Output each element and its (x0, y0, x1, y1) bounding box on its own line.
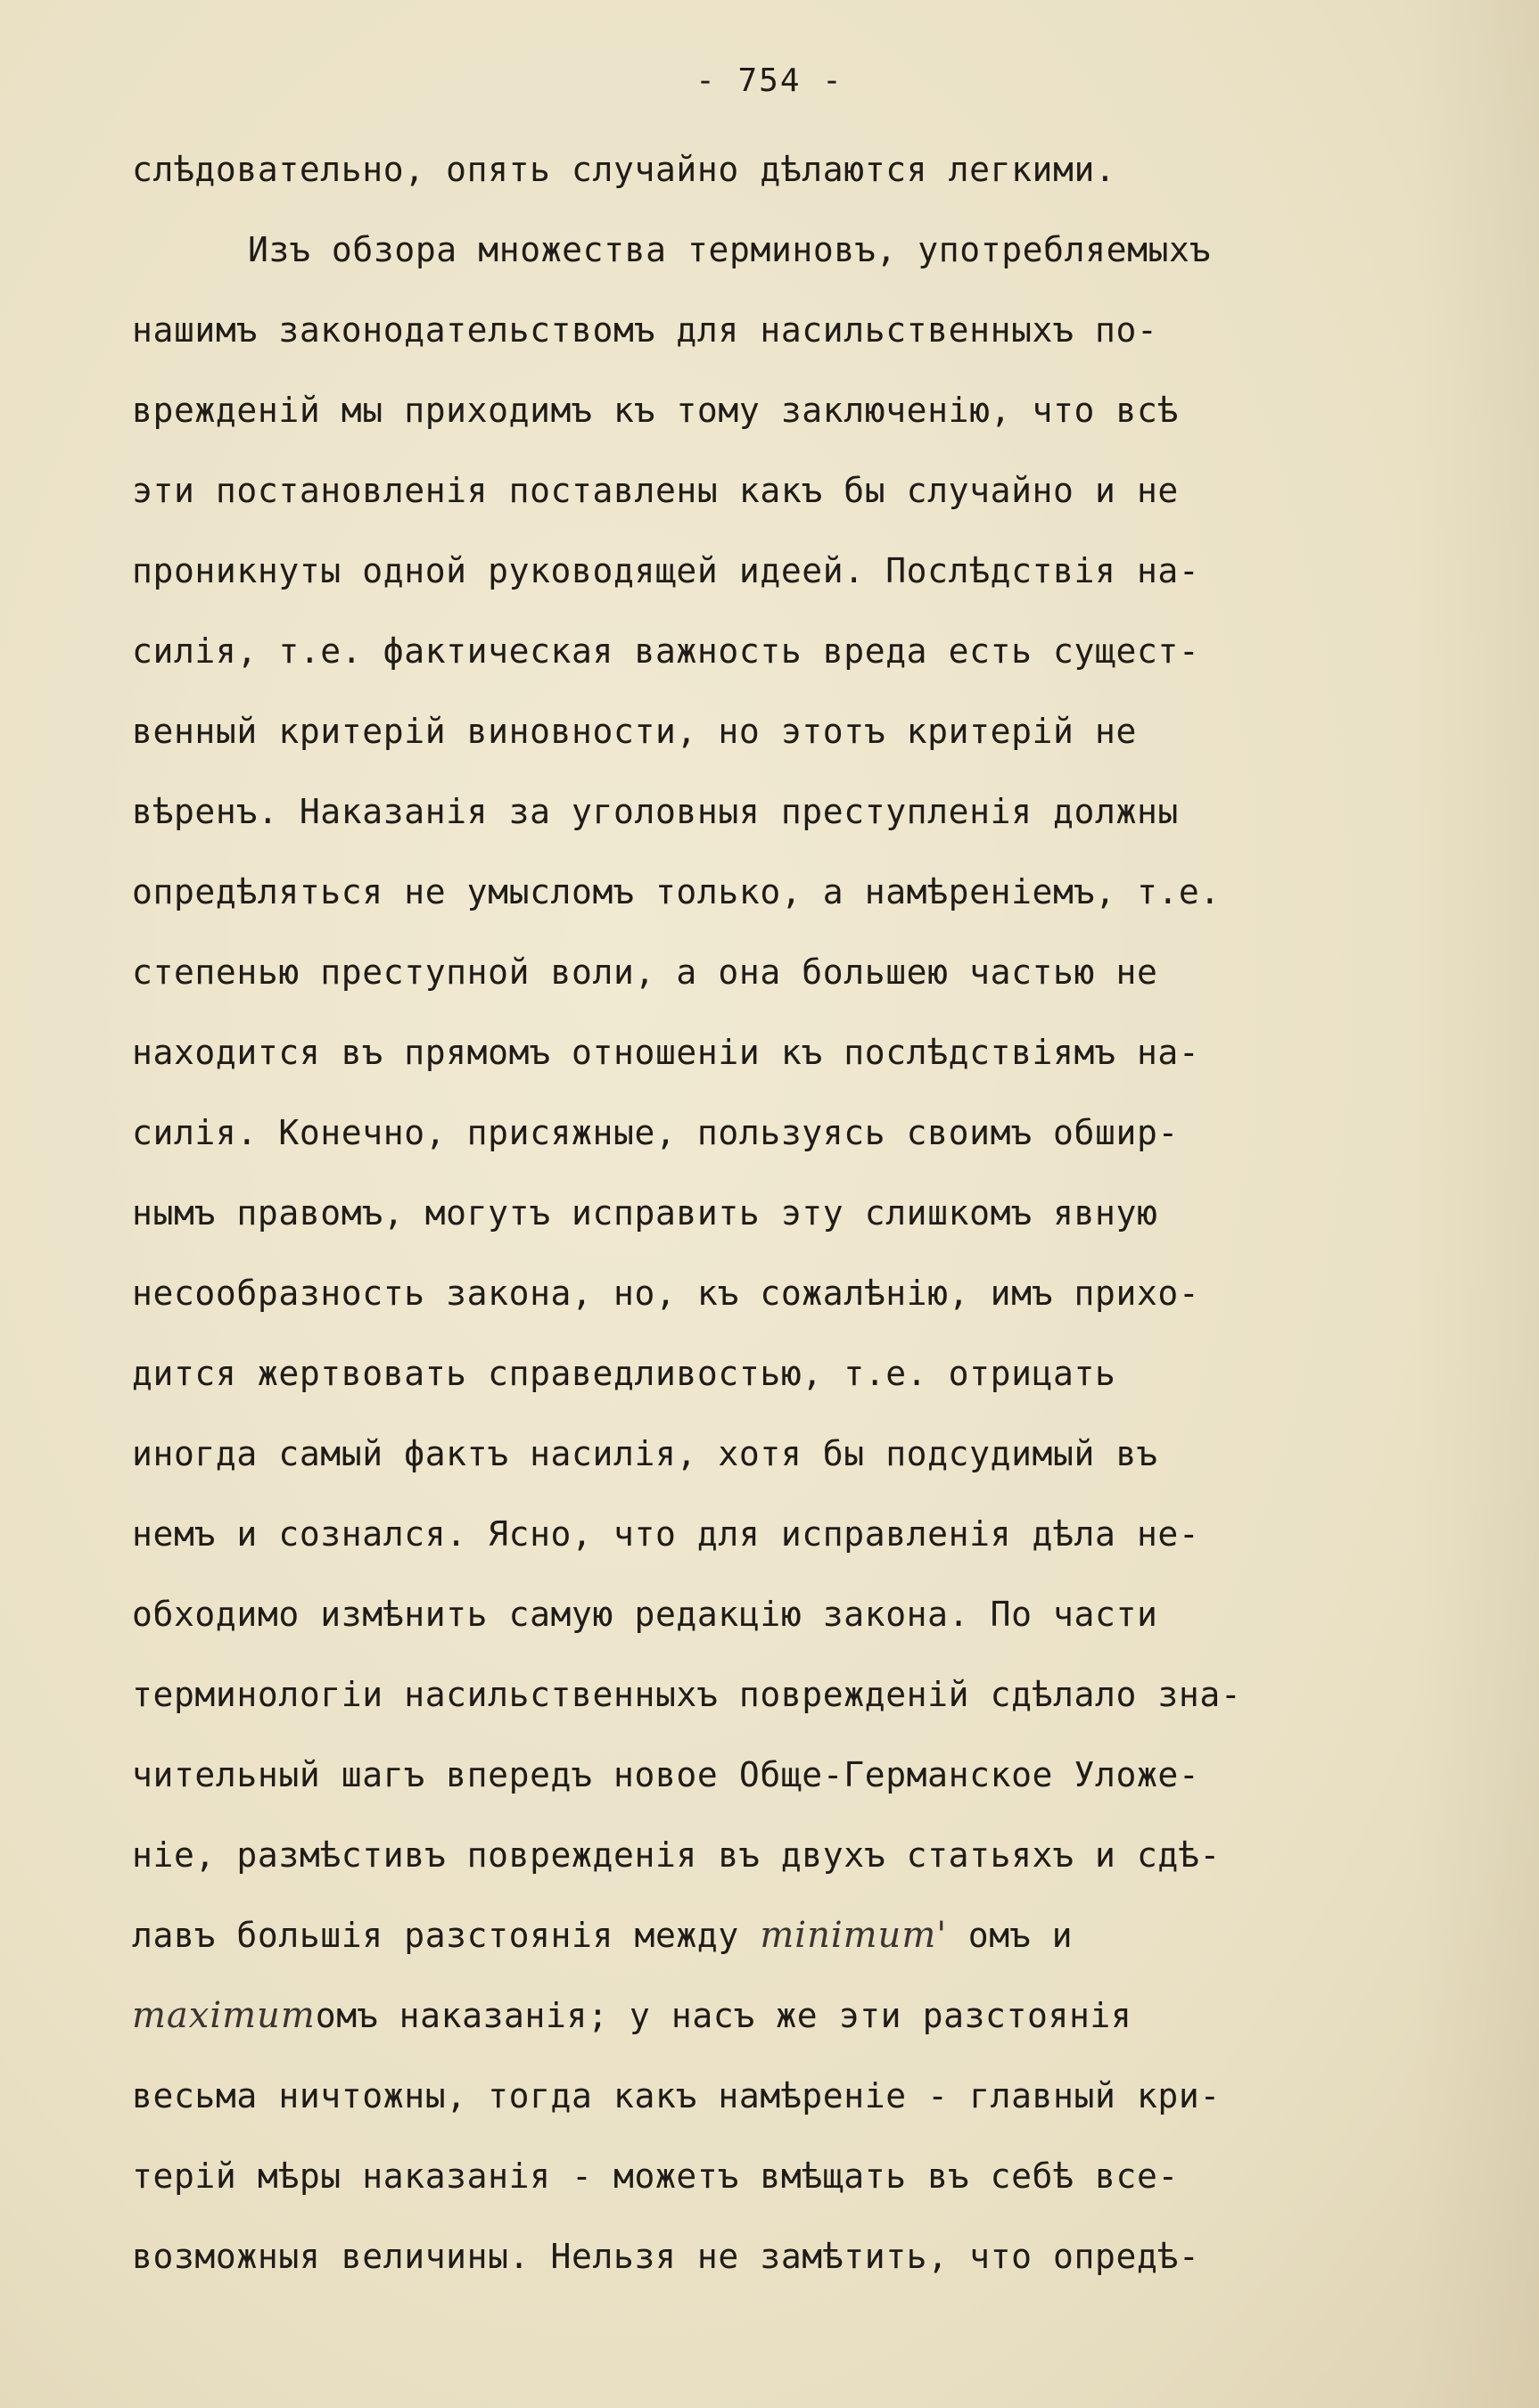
text-line: степенью преступной воли, а она большею частью не (132, 952, 1158, 992)
text-line: врежденій мы приходимъ къ тому заключенію, что всѣ (132, 391, 1179, 430)
text-line: эти постановленія поставлены какъ бы случайно и не (132, 471, 1179, 510)
bleed-through-shadow (1414, 0, 1539, 2408)
text-line: ніе, размѣстивъ поврежденія въ двухъ статьяхъ и сдѣ- (132, 1835, 1221, 1875)
text-line: нымъ правомъ, могутъ исправить эту слишкомъ явную (132, 1193, 1158, 1233)
text-line: вѣренъ. Наказанія за уголовныя преступленія должны (132, 792, 1179, 831)
line-text-before: лавъ большія разстоянія между (132, 1916, 761, 1955)
text-line: дится жертвовать справедливостью, т.е. отрицать (132, 1354, 1116, 1393)
text-line: возможныя величины. Нельзя не замѣтить, что опредѣ- (132, 2237, 1200, 2276)
page-number: - 754 - (695, 62, 844, 99)
text-line: немъ и сознался. Ясно, что для исправленія дѣла не- (132, 1514, 1200, 1554)
text-line-with-handwriting (132, 1895, 1416, 1975)
text-line: силія. Конечно, присяжные, пользуясь своимъ обшир- (132, 1113, 1179, 1152)
line-text-after: омъ и (967, 1916, 1074, 1955)
text-line: нашимъ законодательствомъ для насильственныхъ по- (132, 310, 1158, 350)
text-line: венный критерій виновности, но этотъ критерій не (132, 712, 1137, 751)
text-line: терминологіи насильственныхъ поврежденій сдѣлало зна- (132, 1675, 1242, 1714)
text-line: чительный шагъ впередъ новое Обще-Германское Уложе- (132, 1755, 1200, 1794)
handwritten-word: minimum' (760, 1915, 948, 1956)
body-text (132, 129, 1416, 2297)
text-line: обходимо измѣнить самую редакцію закона. По части (132, 1595, 1158, 1634)
text-line: несообразность закона, но, къ сожалѣнію, имъ прихо- (132, 1274, 1200, 1313)
line-text-after: омъ наказанія; у насъ же эти разстоянія (315, 1996, 1132, 2035)
handwritten-word: maximum (132, 1995, 316, 2036)
text-line: Изъ обзора множества терминовъ, употребляемыхъ (248, 230, 1211, 269)
text-line: проникнуты одной руководящей идеей. Послѣдствія на- (132, 551, 1200, 590)
text-line-with-handwriting (132, 1975, 1416, 2056)
text-line: терій мѣры наказанія - можетъ вмѣщать въ себѣ все- (132, 2156, 1179, 2196)
text-line: находится въ прямомъ отношеніи къ послѣдствіямъ на- (132, 1033, 1200, 1072)
text-line: силія, т.е. фактическая важность вреда есть сущест- (132, 631, 1200, 671)
text-line: весьма ничтожны, тогда какъ намѣреніе - главный кри- (132, 2076, 1221, 2115)
text-line: слѣдовательно, опять случайно дѣлаются легкими. (132, 150, 1116, 189)
text-line: иногда самый фактъ насилія, хотя бы подсудимый въ (132, 1434, 1158, 1473)
text-line: опредѣляться не умысломъ только, а намѣреніемъ, т.е. (132, 872, 1221, 911)
